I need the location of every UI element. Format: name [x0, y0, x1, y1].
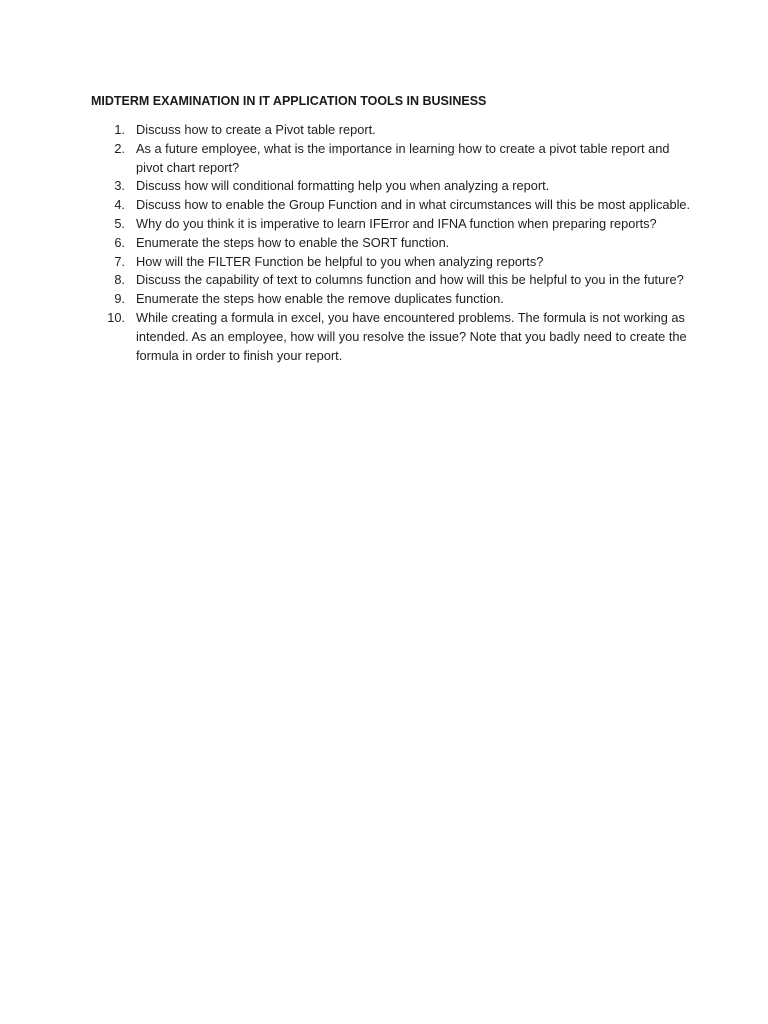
question-text: Why do you think it is imperative to learn IFError and IFNA function when preparing reports?	[136, 215, 657, 231]
list-item	[91, 215, 691, 234]
list-item	[91, 290, 691, 309]
question-number: 1.	[114, 122, 125, 137]
list-item	[91, 309, 691, 365]
question-list	[91, 121, 691, 365]
question-number: 4.	[114, 197, 125, 213]
question-text: How will the FILTER Function be helpful to you when analyzing reports?	[136, 253, 544, 269]
question-number: 5.	[114, 215, 125, 231]
question-text: Discuss how will conditional formatting help you when analyzing a report.	[136, 178, 550, 194]
list-item	[91, 177, 691, 196]
list-item	[91, 253, 691, 272]
question-text: While creating a formula in excel, you have encountered problems. The formula is not working as intended. As an employee, how will you resolve the issue? Note that you badly need to create the formula in order to finish your report.	[136, 309, 687, 363]
question-number: 10.	[107, 309, 125, 325]
list-item	[91, 196, 691, 215]
question-text: Discuss how to create a Pivot table report.	[136, 122, 376, 137]
question-number: 3.	[114, 178, 125, 194]
question-text: Enumerate the steps how to enable the SORT function.	[136, 234, 450, 250]
question-number: 6.	[114, 234, 125, 250]
list-item	[91, 271, 691, 290]
question-number: 7.	[114, 253, 125, 269]
question-text: Discuss how to enable the Group Function and in what circumstances will this be most applicable.	[136, 197, 691, 213]
question-number: 9.	[114, 291, 125, 307]
list-item	[91, 140, 691, 178]
list-item	[91, 121, 691, 140]
question-text: As a future employee, what is the importance in learning how to create a pivot table report and pivot chart report?	[136, 140, 670, 175]
list-item	[91, 234, 691, 253]
question-text: Discuss the capability of text to columns function and how will this be helpful to you in the future?	[136, 272, 684, 288]
document-title: MIDTERM EXAMINATION IN IT APPLICATION TOOLS IN BUSINESS	[91, 94, 487, 108]
question-number: 2.	[114, 140, 125, 156]
question-text: Enumerate the steps how enable the remove duplicates function.	[136, 291, 504, 307]
question-number: 8.	[114, 272, 125, 288]
